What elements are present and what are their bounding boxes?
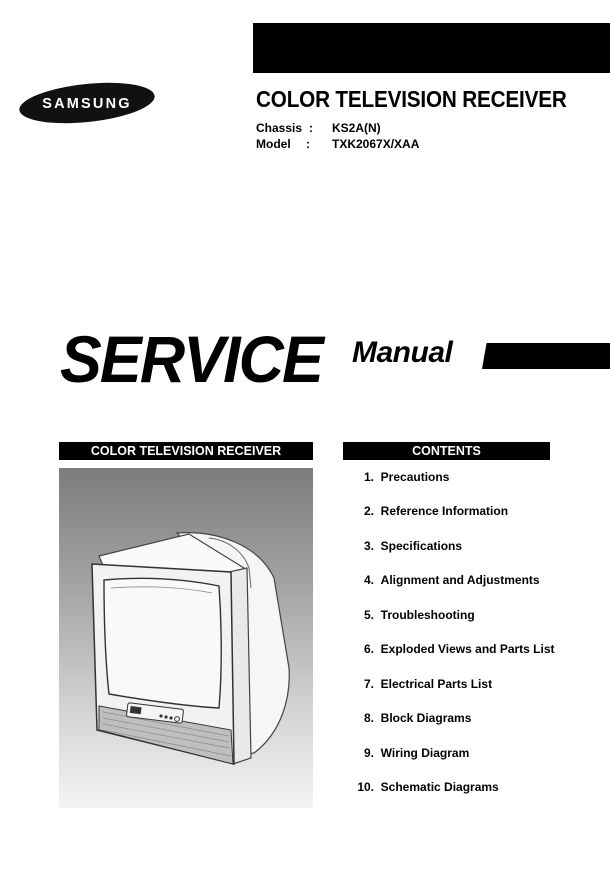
product-section-header: COLOR TELEVISION RECEIVER — [59, 442, 313, 460]
toc-item-reference-information: 2. Reference Information — [363, 504, 509, 518]
manual-banner-word: Manual — [352, 336, 453, 369]
brand-name: SAMSUNG — [42, 96, 132, 112]
toc-item-wiring-diagram: 9. Wiring Diagram — [363, 746, 470, 760]
chassis-line — [256, 121, 456, 137]
spec-value: KS2A(N) — [332, 121, 381, 135]
toc-item-troubleshooting: 5. Troubleshooting — [363, 608, 475, 622]
toc-item-exploded-views: 6. Exploded Views and Parts List — [363, 642, 555, 656]
toc-item-alignment-and-adjustments: 4. Alignment and Adjustments — [363, 573, 540, 587]
spec-value: TXK2067X/XAA — [332, 137, 420, 151]
spec-separator: : — [306, 137, 310, 151]
samsung-logo — [17, 80, 157, 126]
toc-item-schematic-diagrams: 10. Schematic Diagrams — [357, 780, 499, 794]
manual-black-bar — [482, 343, 610, 369]
spec-label: Chassis — [256, 121, 303, 135]
toc-item-block-diagrams: 8. Block Diagrams — [363, 711, 472, 725]
header-black-bar — [253, 23, 610, 73]
toc-item-precautions: 1. Precautions — [363, 470, 450, 484]
product-photo — [59, 468, 313, 808]
toc-item-electrical-parts-list: 7. Electrical Parts List — [363, 677, 493, 691]
toc-item-specifications: 3. Specifications — [363, 539, 463, 553]
spec-separator: : — [309, 121, 313, 135]
contents-header: CONTENTS — [343, 442, 550, 460]
service-banner-title: SERVICE — [60, 322, 322, 396]
document-title: COLOR TELEVISION RECEIVER — [256, 86, 567, 112]
model-line — [256, 137, 456, 153]
spec-label: Model — [256, 137, 291, 151]
television-illustration — [59, 468, 313, 808]
